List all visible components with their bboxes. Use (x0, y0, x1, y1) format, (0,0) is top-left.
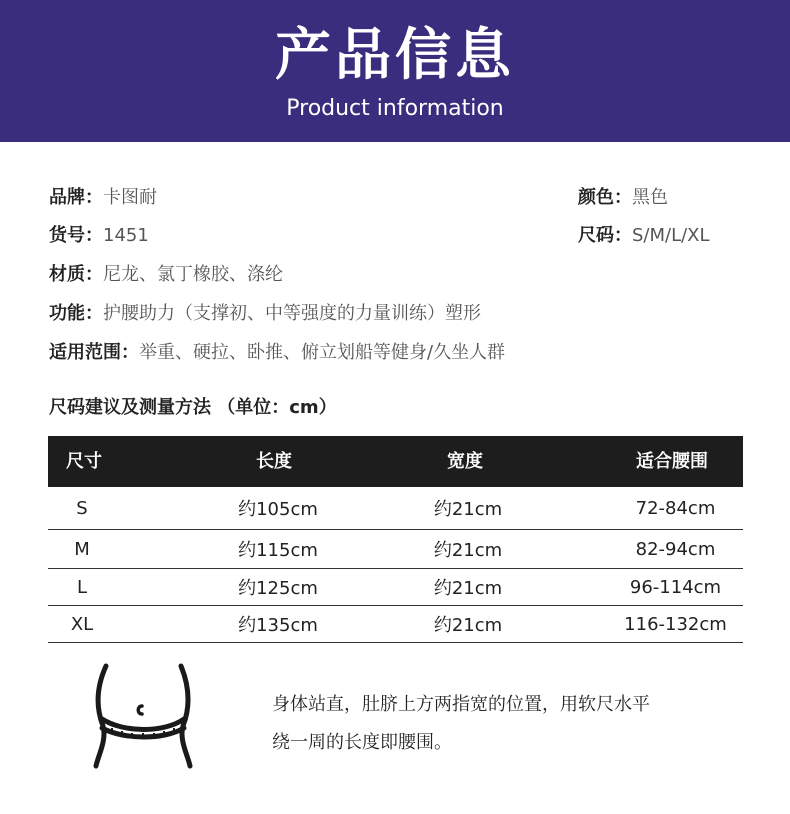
info-color-label: 颜色： (578, 187, 632, 208)
info-size-label: 尺码： (578, 225, 632, 246)
info-material-label: 材质： (49, 264, 103, 285)
cell-size: S (76, 497, 88, 519)
info-size-value: S/M/L/XL (632, 225, 710, 246)
page-title: 产品信息 (275, 23, 515, 88)
cell-width: 约21cm (433, 499, 503, 520)
info-scope-label: 适用范围： (49, 342, 139, 363)
size-table-heading: 尺码建议及测量方法 （单位：cm） (49, 397, 337, 418)
header-length: 长度 (256, 451, 292, 472)
cell-length: 约125cm (238, 578, 318, 599)
info-item-no-label: 货号： (49, 225, 103, 246)
cell-waist: 72-84cm (635, 497, 716, 519)
measure-instruction-line2: 绕一周的长度即腰围。 (272, 732, 452, 753)
cell-width: 约21cm (433, 615, 503, 636)
header-banner (0, 0, 790, 142)
cell-waist: 96-114cm (629, 576, 722, 598)
cell-length: 约115cm (238, 540, 318, 561)
page-subtitle: Product information (286, 96, 504, 121)
info-item-no (49, 224, 149, 248)
info-scope-value: 举重、硬拉、卧推、俯立划船等健身/久坐人群 (139, 342, 506, 363)
cell-size: XL (70, 613, 94, 635)
table-row (48, 487, 743, 530)
cell-width: 约21cm (433, 578, 503, 599)
info-size (578, 224, 710, 248)
header-size: 尺寸 (66, 451, 102, 472)
info-color (578, 186, 668, 210)
waist-measure-icon (88, 658, 203, 773)
header-waist: 适合腰围 (636, 451, 708, 472)
info-function-label: 功能： (49, 303, 103, 324)
cell-size: M (74, 538, 90, 560)
measure-instruction-line1: 身体站直，肚脐上方两指宽的位置，用软尺水平 (272, 694, 650, 715)
table-header (48, 436, 743, 487)
cell-waist: 82-94cm (635, 538, 716, 560)
table-row (48, 569, 743, 606)
cell-size: L (76, 576, 88, 598)
table-row (48, 530, 743, 569)
info-scope (49, 341, 505, 365)
info-brand-value: 卡图耐 (103, 187, 157, 208)
cell-length: 约105cm (238, 499, 318, 520)
info-brand-label: 品牌： (49, 187, 103, 208)
cell-width: 约21cm (433, 540, 503, 561)
cell-waist: 116-132cm (624, 613, 727, 635)
info-color-value: 黑色 (632, 187, 668, 208)
table-row (48, 606, 743, 643)
info-function (49, 302, 481, 326)
header-width: 宽度 (447, 451, 483, 472)
size-table (48, 436, 743, 643)
info-material-value: 尼龙、氯丁橡胶、涤纶 (103, 264, 283, 285)
info-item-no-value: 1451 (103, 225, 149, 246)
info-function-value: 护腰助力（支撑初、中等强度的力量训练）塑形 (103, 303, 481, 324)
info-material (49, 263, 283, 287)
info-brand (49, 186, 157, 210)
cell-length: 约135cm (238, 615, 318, 636)
measure-instruction (272, 686, 712, 762)
